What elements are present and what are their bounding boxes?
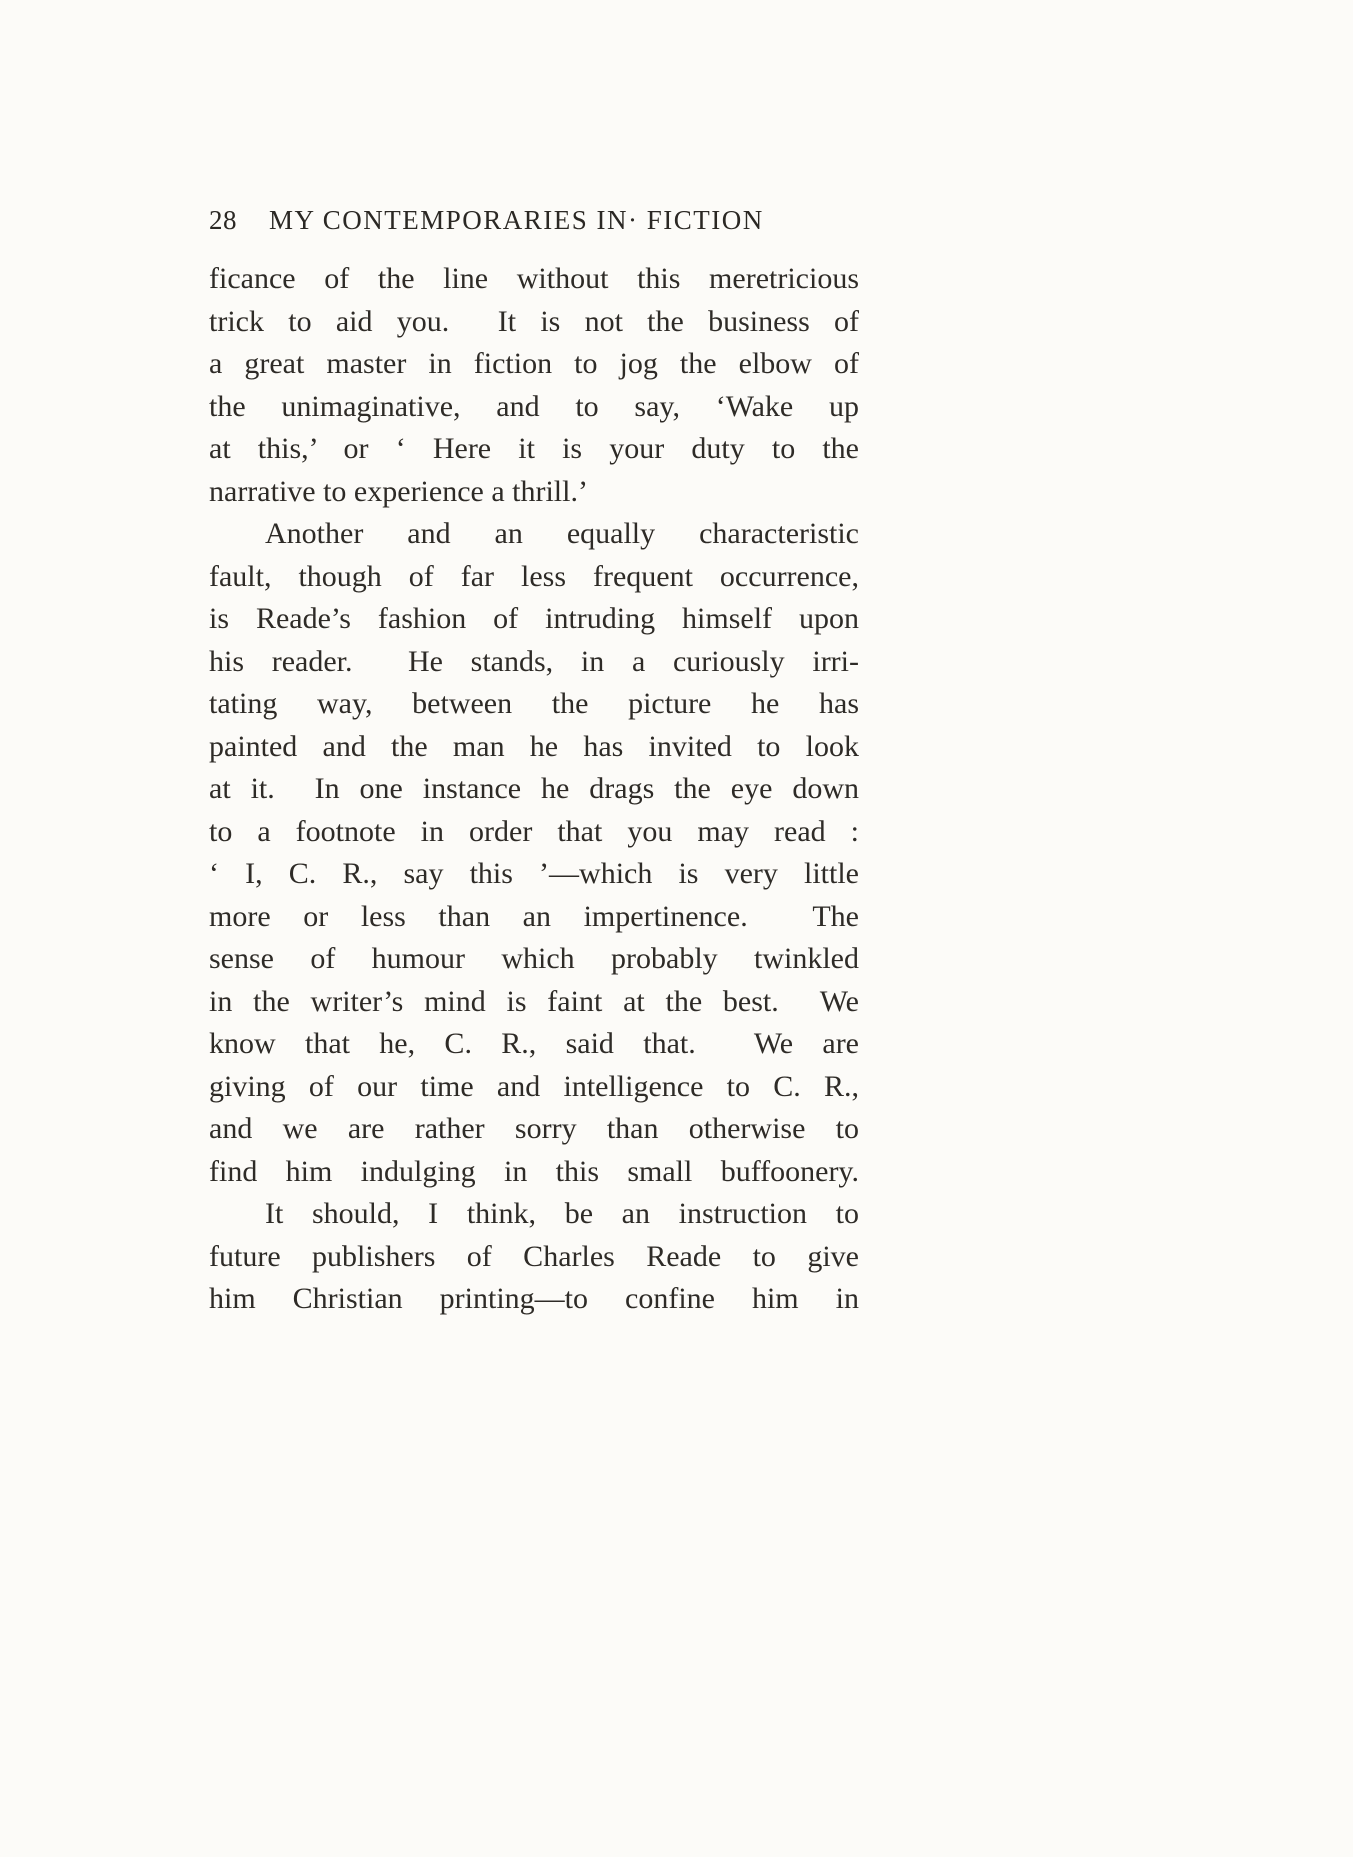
body-text xyxy=(209,258,859,1321)
text-line: narrative to experience a thrill.’ xyxy=(209,474,588,508)
text-line: It should, I think, be an instruction to xyxy=(265,1197,859,1230)
text-line: him Christian printing—to confine him in xyxy=(209,1282,859,1315)
text-block xyxy=(209,205,859,1321)
text-line: Another and an equally characteristic xyxy=(265,517,859,550)
text-line: know that he, C. R., said that. We are xyxy=(209,1027,859,1060)
text-line: giving of our time and intelligence to C. R., xyxy=(209,1069,859,1103)
text-line: the unimaginative, and to say, ‘Wake up xyxy=(209,389,859,423)
paragraph xyxy=(209,1193,859,1321)
text-line: is Reade’s fashion of intruding himself upon xyxy=(209,602,859,635)
text-line: and we are rather sorry than otherwise to xyxy=(209,1112,859,1145)
text-line: future publishers of Charles Reade to give xyxy=(209,1239,859,1273)
text-line: find him indulging in this small buffoonery. xyxy=(209,1154,859,1188)
text-line: to a footnote in order that you may read : xyxy=(209,814,859,848)
running-title: MY CONTEMPORARIES IN· FICTION xyxy=(269,205,764,235)
text-line: sense of humour which probably twinkled xyxy=(209,942,859,975)
text-line: trick to aid you. It is not the business of xyxy=(209,304,859,338)
paragraph xyxy=(209,258,859,513)
text-line: a great master in fiction to jog the elbow of xyxy=(209,347,859,380)
text-line: ‘ I, C. R., say this ’—which is very little xyxy=(209,857,859,890)
text-line: more or less than an impertinence. The xyxy=(209,899,859,933)
text-line: in the writer’s mind is faint at the best. We xyxy=(209,984,859,1018)
text-line: his reader. He stands, in a curiously irri- xyxy=(209,644,859,678)
text-line: fault, though of far less frequent occurrence, xyxy=(209,559,859,593)
paragraph xyxy=(209,513,859,1193)
text-line: at it. In one instance he drags the eye down xyxy=(209,772,859,805)
text-line: at this,’ or ‘ Here it is your duty to the xyxy=(209,432,859,465)
text-line: painted and the man he has invited to look xyxy=(209,729,859,763)
page-number: 28 xyxy=(209,205,237,235)
text-line: ficance of the line without this meretricious xyxy=(209,262,859,295)
page-header xyxy=(209,205,859,236)
text-line: tating way, between the picture he has xyxy=(209,687,859,720)
